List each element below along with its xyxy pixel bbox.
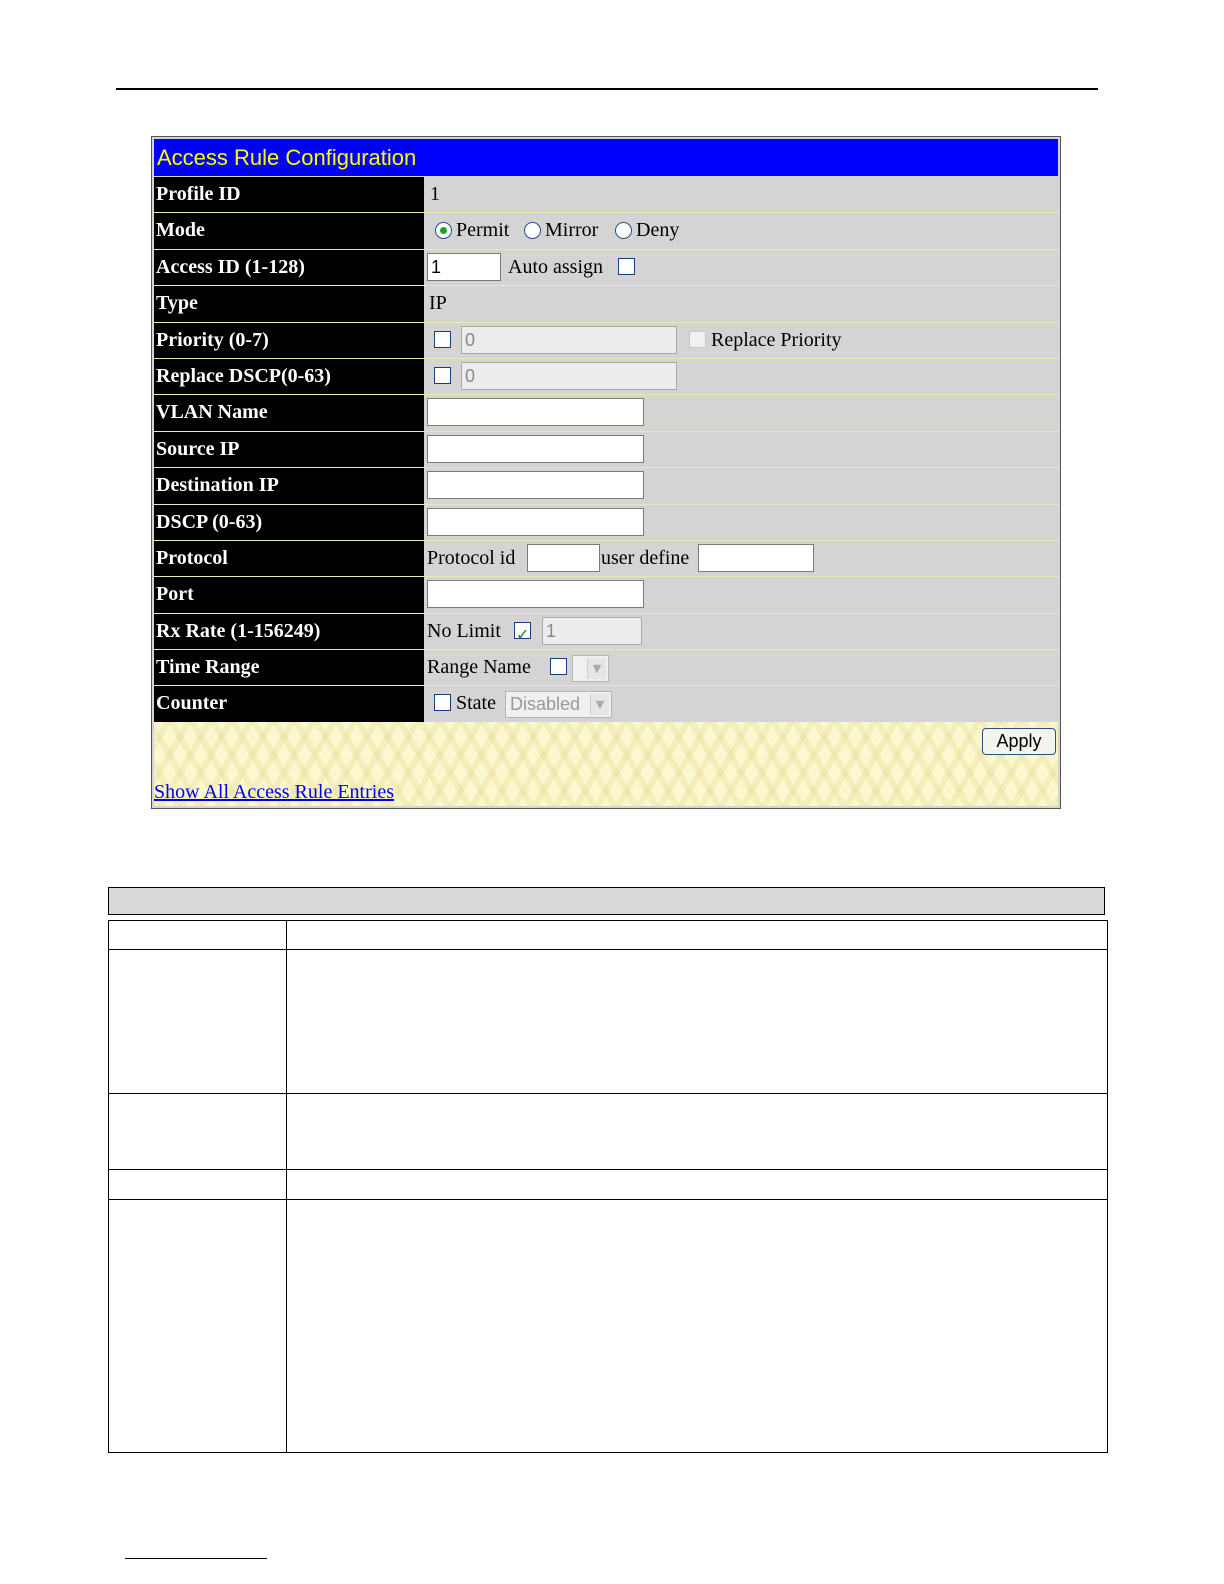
- priority-label: Priority (0-7): [154, 323, 424, 358]
- row-mode: [154, 213, 1058, 249]
- source-ip-input[interactable]: [427, 435, 644, 463]
- doc-table: [108, 920, 1108, 1453]
- range-name-checkbox[interactable]: [550, 658, 567, 675]
- time-range-label: Time Range: [154, 650, 424, 685]
- doc-table-row-divider: [109, 1093, 1107, 1094]
- doc-table-row-divider: [109, 1169, 1107, 1170]
- row-port: [154, 577, 1058, 613]
- priority-input[interactable]: 0: [461, 326, 677, 354]
- replace-dscp-label: Replace DSCP(0-63): [154, 359, 424, 394]
- profile-id-label: Profile ID: [154, 177, 424, 212]
- user-define-input[interactable]: [698, 544, 814, 572]
- form-rows: [154, 177, 1058, 723]
- row-type: [154, 286, 1058, 322]
- source-ip-label: Source IP: [154, 432, 424, 467]
- access-id-label: Access ID (1-128): [154, 250, 424, 285]
- mode-deny-label: Deny: [636, 219, 680, 242]
- doc-table-row-divider: [109, 949, 1107, 950]
- protocol-label: Protocol: [154, 541, 424, 576]
- access-id-input[interactable]: 1: [427, 253, 501, 281]
- row-profile-id: [154, 177, 1058, 213]
- priority-checkbox[interactable]: [434, 331, 451, 348]
- destination-ip-input[interactable]: [427, 471, 644, 499]
- row-rx-rate: [154, 614, 1058, 650]
- row-vlan-name: [154, 395, 1058, 431]
- replace-priority-checkbox[interactable]: [689, 331, 706, 348]
- row-dscp: [154, 505, 1058, 541]
- row-access-id: [154, 250, 1058, 286]
- row-destination-ip: [154, 468, 1058, 504]
- state-select[interactable]: [505, 691, 612, 718]
- type-value: IP: [429, 292, 447, 315]
- protocol-id-input[interactable]: [527, 544, 600, 572]
- row-protocol: [154, 541, 1058, 577]
- row-counter: [154, 686, 1058, 722]
- dscp-label: DSCP (0-63): [154, 505, 424, 540]
- replace-dscp-input[interactable]: 0: [461, 362, 677, 390]
- rx-rate-input[interactable]: 1: [542, 617, 642, 645]
- user-define-label: user define: [601, 546, 690, 569]
- top-rule: [116, 88, 1098, 90]
- no-limit-checkbox[interactable]: [514, 622, 531, 639]
- dscp-input[interactable]: [427, 508, 644, 536]
- range-name-label: Range Name: [427, 656, 531, 679]
- range-name-select[interactable]: [572, 655, 609, 682]
- state-label: State: [456, 692, 496, 715]
- chevron-down-icon: ▼: [590, 694, 609, 715]
- panel-footer: [154, 722, 1058, 806]
- auto-assign-label: Auto assign: [508, 255, 603, 278]
- vlan-name-input[interactable]: [427, 398, 644, 426]
- access-rule-panel: [151, 136, 1061, 809]
- row-time-range: [154, 650, 1058, 686]
- mode-label: Mode: [154, 213, 424, 248]
- panel-title: Access Rule Configuration: [154, 139, 1058, 176]
- mode-deny-radio[interactable]: [615, 222, 632, 239]
- apply-button[interactable]: Apply: [982, 728, 1056, 755]
- counter-checkbox[interactable]: [434, 694, 451, 711]
- counter-label: Counter: [154, 686, 424, 721]
- auto-assign-checkbox[interactable]: [618, 258, 635, 275]
- row-priority: [154, 323, 1058, 359]
- row-replace-dscp: [154, 359, 1058, 395]
- port-input[interactable]: [427, 580, 644, 608]
- doc-table-column-divider: [286, 921, 287, 1452]
- mode-mirror-radio[interactable]: [524, 222, 541, 239]
- doc-table-header: [108, 887, 1105, 915]
- mode-permit-radio[interactable]: [435, 222, 452, 239]
- doc-table-row-divider: [109, 1199, 1107, 1200]
- show-all-entries-link[interactable]: Show All Access Rule Entries: [154, 781, 394, 803]
- vlan-name-label: VLAN Name: [154, 395, 424, 430]
- port-label: Port: [154, 577, 424, 612]
- profile-id-value: 1: [430, 183, 440, 205]
- replace-priority-label: Replace Priority: [711, 328, 842, 351]
- state-select-value: Disabled: [510, 694, 581, 715]
- chevron-down-icon: ▼: [587, 658, 606, 679]
- mode-mirror-label: Mirror: [545, 219, 599, 242]
- type-label: Type: [154, 286, 424, 321]
- row-source-ip: [154, 432, 1058, 468]
- destination-ip-label: Destination IP: [154, 468, 424, 503]
- replace-dscp-checkbox[interactable]: [434, 367, 451, 384]
- no-limit-label: No Limit: [427, 619, 501, 642]
- protocol-id-label: Protocol id: [427, 546, 516, 569]
- mode-permit-label: Permit: [456, 219, 510, 242]
- bottom-rule: [125, 1558, 267, 1559]
- rx-rate-label: Rx Rate (1-156249): [154, 614, 424, 649]
